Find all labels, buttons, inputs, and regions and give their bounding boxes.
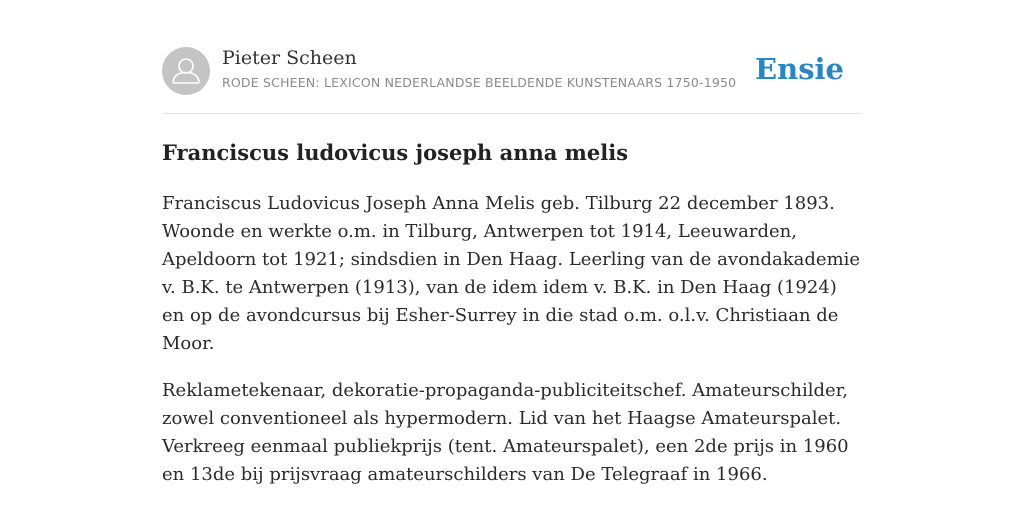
source-label[interactable]: RODE SCHEEN: LEXICON NEDERLANDSE BEELDENDE KUNSTENAARS 1750-1950 [222,75,737,90]
article-paragraph: Reklametekenaar, dekoratie-propaganda-publiciteitschef. Amateurschilder, zowel conventioneel als hypermodern. Lid van het Haagse Amateurspalet. Verkreeg eenmaal publiekprijs (tent. Amateurspalet), een 2de prijs in 1960 en 13de bij prijsvraag amateurschilders van De Telegraaf in 1966. [162,380,849,485]
brand-logo[interactable]: Ensie [755,52,844,86]
author-name[interactable]: Pieter Scheen [222,47,357,69]
user-silhouette-icon [162,47,210,95]
article-header [162,0,862,114]
article-card [162,0,862,485]
author-avatar[interactable] [162,47,210,95]
article-body [162,190,862,508]
article-paragraph: Franciscus Ludovicus Joseph Anna Melis geb. Tilburg 22 december 1893. Woonde en werkte o.m. in Tilburg, Antwerpen tot 1914, Leeuwarden, Apeldoorn tot 1921; sindsdien in Den Haag. Leerling van de avondakademie v. B.K. te Antwerpen (1913), van de idem idem v. B.K. in Den Haag (1924) en op de avondcursus bij Esher-Surrey in die stad o.m. o.l.v. Christiaan de Moor. [162,193,861,354]
article-title: Franciscus ludovicus joseph anna melis [162,140,629,165]
